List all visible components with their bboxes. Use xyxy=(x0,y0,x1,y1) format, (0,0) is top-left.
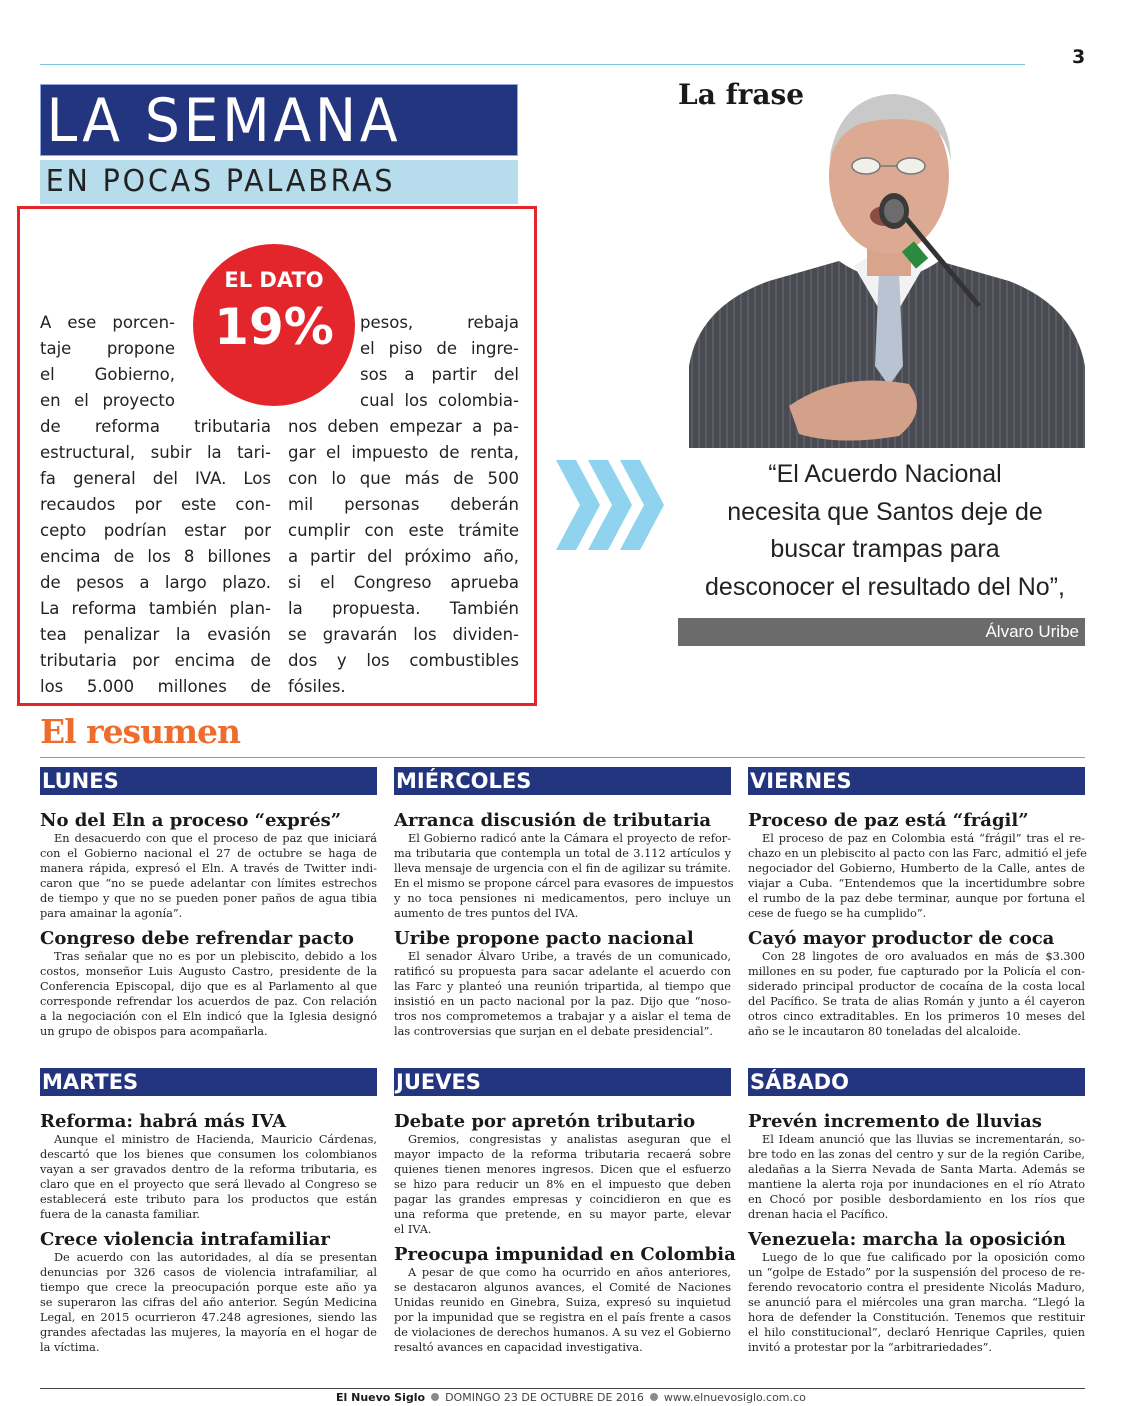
text-line: denuncias por 326 casos de violencia intrafamiliar, al xyxy=(40,1266,377,1279)
dato-value: 19% xyxy=(214,298,334,356)
story-headline: Preocupa impunidad en Colombia xyxy=(394,1244,736,1265)
text-line: en Chocó por posible desbordamiento en los ríos que xyxy=(748,1193,1085,1206)
text-line: se hizo para reducir un 8% en el impuesto que deben xyxy=(394,1178,731,1191)
story-body xyxy=(394,1265,731,1355)
text-line: Tras señalar que no es por un plebiscito, debido a los xyxy=(54,950,377,963)
resumen-rule xyxy=(40,757,1085,758)
story-headline: Arranca discusión de tributaria xyxy=(394,810,712,831)
text-line: las Farc y planteó una reunión tripartida, al tiempo que xyxy=(394,980,731,993)
text-line: chazo en un plebiscito al pacto con las Farc, admitió el jefe xyxy=(748,847,1087,860)
text-line: tea penalizar la evasión xyxy=(40,625,271,644)
day-header: VIERNES xyxy=(748,767,1085,795)
day-header: MARTES xyxy=(40,1068,377,1096)
text-line: cepto podrían estar por xyxy=(40,521,271,540)
text-line: las controversias que surjan en el debate presidencial”. xyxy=(394,1025,713,1038)
text-line: descartó que los bienes que consumen los colombianos xyxy=(40,1148,377,1161)
text-line: cumplir con este trámite xyxy=(288,521,519,540)
day-column xyxy=(748,767,1085,1039)
day-column xyxy=(40,767,377,1039)
text-line: Conferencia Episcopal, dijo que es al Parlamento al que xyxy=(40,980,377,993)
text-line: corresponde refrendar los acuerdos de paz. Con relación xyxy=(40,995,377,1008)
text-line: A ese porcen- xyxy=(40,313,175,332)
story-body xyxy=(748,831,1085,921)
text-line: insistió en un pacto nacional por la paz. Dijo que “noso- xyxy=(394,995,731,1008)
text-line: lleva mensaje de urgencia con el fin de agilizar su trámite. xyxy=(394,862,731,875)
text-line: fuera de la canasta familiar. xyxy=(40,1208,201,1221)
text-line: millones en su poder, fue capturado por la Policía el con- xyxy=(748,965,1085,978)
footer xyxy=(336,1391,806,1404)
text-line: Legal, en 2015 ocurrieron 47.248 agresiones, siendo las xyxy=(40,1311,377,1324)
day-header: MIÉRCOLES xyxy=(394,767,731,795)
day-column xyxy=(40,1068,377,1355)
text-line: drenan hacia el Pacífico. xyxy=(748,1208,889,1221)
text-line: del Pacífico. Se trata de alias Román y junto a él cayeron xyxy=(748,995,1085,1008)
dato-text-col1 xyxy=(40,414,271,700)
text-line: de reforma tributaria xyxy=(40,417,271,436)
story-headline: Cayó mayor productor de coca xyxy=(748,928,1055,949)
text-line: Aunque el ministro de Hacienda, Mauricio Cárdenas, xyxy=(54,1133,377,1146)
speaker-photo xyxy=(689,66,1085,448)
text-line: siderado principal productor de cocaína de la costa local xyxy=(748,980,1085,993)
text-line: con el Gobierno nacional el 27 de octubre se haga de xyxy=(40,847,377,860)
text-line: la víctima. xyxy=(40,1341,100,1354)
text-line: El Ideam anunció que las lluvias se incrementarán, so- xyxy=(762,1133,1085,1146)
quote-line: “El Acuerdo Nacional xyxy=(768,460,1002,488)
text-line: un “golpe de Estado” por la suspensión del proceso de re- xyxy=(748,1266,1085,1279)
text-line: A pesar de que como ha ocurrido en años anteriores, xyxy=(408,1266,731,1279)
day-header: LUNES xyxy=(40,767,377,795)
text-line: con lo que más de 500 xyxy=(288,469,519,488)
page-number: 3 xyxy=(1072,46,1086,68)
text-line: en el proyecto xyxy=(40,391,175,410)
footer-date: DOMINGO 23 DE OCTUBRE DE 2016 xyxy=(445,1391,644,1404)
text-line: se destacaron algunos avances, el Comité de Naciones xyxy=(394,1281,731,1294)
text-line: de violaciones de derechos humanos. A su vez el Gobierno xyxy=(394,1326,731,1339)
story-headline: No del Eln a proceso “exprés” xyxy=(40,810,342,831)
text-line: se superaron las cifras del año anterior. Según Medicina xyxy=(40,1296,377,1309)
text-line: mantiene la alerta roja por inundaciones en el río Atrato xyxy=(748,1178,1085,1191)
text-line: pesos, rebaja xyxy=(360,313,519,332)
dato-label: EL DATO xyxy=(224,268,324,292)
text-line: el piso de ingre- xyxy=(360,339,519,358)
text-line: ma tributaria que contempla un total de 3.112 artículos y xyxy=(394,847,731,860)
text-line: tros nos comprometemos a trabajar y a aislar el tema de xyxy=(394,1010,731,1023)
text-line: ferendo revocatorio contra el presidente Nicolás Maduro, xyxy=(748,1281,1085,1294)
text-line: Unidas reunido en Ginebra, Suiza, expresó su inquietud xyxy=(394,1296,731,1309)
text-line: otros cinco extraditables. En los primeros 10 meses del xyxy=(748,1010,1085,1023)
text-line: tiempo que crece la preocupación porque este año ya xyxy=(40,1281,377,1294)
text-line: pagar las grandes empresas y coincidieron en que es xyxy=(394,1193,731,1206)
section-title: LA SEMANA xyxy=(46,86,402,156)
text-line: fa general del IVA. Los xyxy=(40,469,271,488)
text-line: por la impunidad que se registra en el país frente a casos xyxy=(394,1311,731,1324)
story-headline: Prevén incremento de lluvias xyxy=(748,1111,1042,1132)
text-line: En desacuerdo con que el proceso de paz que iniciará xyxy=(54,832,377,845)
text-line: dos y los combustibles xyxy=(288,651,519,670)
story-headline: Reforma: habrá más IVA xyxy=(40,1111,287,1132)
story-body xyxy=(748,949,1085,1039)
text-line: nos deben empezar a pa- xyxy=(288,417,519,436)
day-column xyxy=(394,767,734,1039)
text-line: costos, monseñor Luis Augusto Castro, presidente de la xyxy=(40,965,377,978)
text-line: La reforma también plan- xyxy=(40,599,271,618)
text-line: a la negociación con el Eln indicó que la Iglesia designó xyxy=(40,1010,377,1023)
text-line: estructural, subir la tari- xyxy=(40,443,271,462)
text-line: se anunció para el miércoles una gran marcha. “Llegó la xyxy=(748,1296,1085,1309)
text-line: Gremios, congresistas y analistas aseguran que el xyxy=(408,1133,731,1146)
text-line: el rumbo de la paz debe terminar, aunque por fortuna el xyxy=(748,892,1085,905)
text-line: cual los colombia- xyxy=(360,391,519,410)
text-line: hora de defender la Constitución. Tenemos que restituir xyxy=(748,1311,1085,1324)
story-headline: Crece violencia intrafamiliar xyxy=(40,1229,330,1250)
text-line: mayor impacto de la reforma tributaria recaerá sobre xyxy=(394,1148,731,1161)
quote-line: buscar trampas para xyxy=(770,535,1000,563)
text-line: Con 28 lingotes de oro avaluados en más de $3.300 xyxy=(762,950,1085,963)
text-line: recaudos por este con- xyxy=(40,495,271,514)
day-header: JUEVES xyxy=(394,1068,731,1096)
text-line: sos a partir del xyxy=(360,365,519,384)
text-line: si el Congreso aprueba xyxy=(288,573,519,592)
story-body xyxy=(394,831,734,921)
story-headline: Venezuela: marcha la oposición xyxy=(748,1229,1066,1250)
text-line: tributaria por encima de xyxy=(40,651,271,670)
text-line: la propuesta. También xyxy=(288,599,519,618)
section-subtitle-banner xyxy=(40,160,518,204)
section-title-banner xyxy=(40,84,518,156)
day-column xyxy=(748,1068,1085,1355)
dato-text-col2 xyxy=(288,414,519,700)
story-body xyxy=(40,1250,377,1355)
dato-badge xyxy=(193,244,355,406)
day-column xyxy=(394,1068,736,1355)
text-line: gar el impuesto de renta, xyxy=(288,443,519,462)
quote-line: desconocer el resultado del No”, xyxy=(705,572,1065,601)
text-line: El Gobierno radicó ante la Cámara el proyecto de refor- xyxy=(408,832,731,845)
footer-brand: El Nuevo Siglo xyxy=(336,1391,426,1404)
text-line: negociador del Gobierno, Humberto de la Calle, antes de xyxy=(748,862,1085,875)
text-line: una reforma que pretende, en su mayor parte, elevar xyxy=(394,1208,731,1221)
text-line: mil personas deberán xyxy=(288,495,519,514)
quote-author: Álvaro Uribe xyxy=(985,622,1079,641)
text-line: caron que “no se puede adelantar con límites estrechos xyxy=(40,877,377,890)
text-line: y no toca pensiones ni medicamentos, pero incluye un xyxy=(394,892,731,905)
bullet-icon xyxy=(650,1393,658,1401)
text-line: De acuerdo con las autoridades, al día se presentan xyxy=(54,1251,377,1264)
dato-text-col2-wrap xyxy=(360,310,519,414)
frase-title: La frase xyxy=(678,78,805,111)
story-headline: Uribe propone pacto nacional xyxy=(394,928,694,949)
text-line: de pesos a largo plazo. xyxy=(40,573,271,592)
bullet-icon xyxy=(431,1393,439,1401)
text-line: El senador Álvaro Uribe, a través de un comunicado, xyxy=(408,950,731,963)
text-line: vayan a ser gravados dentro de la reforma tributaria, es xyxy=(40,1163,377,1176)
footer-rule xyxy=(40,1388,1085,1389)
text-line: aumento de tres puntos del IVA. xyxy=(394,907,579,920)
day-header: SÁBADO xyxy=(748,1068,1085,1096)
text-line: taje propone xyxy=(40,339,175,358)
text-line: El proceso de paz en Colombia está “frágil” tras el re- xyxy=(762,832,1085,845)
dato-text-col1-wrap xyxy=(40,310,175,414)
text-line: manera rápida, expresó el Eln. A través de Twitter indi- xyxy=(40,862,377,875)
story-body xyxy=(40,1132,377,1222)
text-line: quienes tienen menores ingresos. Dicen que el esfuerzo xyxy=(394,1163,731,1176)
text-line: encima de los 8 billones xyxy=(40,547,271,566)
text-line: año se le incautaron 80 toneladas del alcaloide. xyxy=(748,1025,1021,1038)
story-body xyxy=(40,949,377,1039)
chevrons-icon xyxy=(556,460,666,550)
text-line: claro que en el proyecto que será llevado al Congreso se xyxy=(40,1178,377,1191)
text-line: En el mismo se propone cárcel para evasores de impuestos xyxy=(394,877,734,890)
story-body xyxy=(394,1132,731,1237)
text-line: el IVA. xyxy=(394,1223,432,1236)
story-body xyxy=(748,1250,1085,1355)
text-line: viajar a Cuba. “Entendemos que la incertidumbre sobre xyxy=(748,877,1085,890)
text-line: los 5.000 millones de xyxy=(40,677,271,696)
text-line: resaltó avances en capacidad investigativa. xyxy=(394,1341,643,1354)
footer-website: www.elnuevosiglo.com.co xyxy=(663,1391,806,1404)
text-line: de tiempo y que no se pueden poner paños de agua tibia xyxy=(40,892,377,905)
story-body xyxy=(394,949,731,1039)
text-line: establecerá este tributo para los productos que están xyxy=(40,1193,377,1206)
text-line: ratificó su propuesta para sacar adelante el acuerdo con xyxy=(394,965,731,978)
top-rule xyxy=(40,64,1025,65)
text-line: el Gobierno, xyxy=(40,365,175,384)
text-line: cese de fuego se ha cumplido”. xyxy=(748,907,927,920)
text-line: fósiles. xyxy=(288,677,346,696)
text-line: el hilo constitucional”, declaró Henrique Capriles, quien xyxy=(748,1326,1085,1339)
text-line: grandes afectadas las mujeres, la mayoría en el hogar de xyxy=(40,1326,377,1339)
text-line: Luego de lo que fue calificado por la oposición como xyxy=(762,1251,1085,1264)
quote-line: necesita que Santos deje de xyxy=(727,497,1043,526)
quote-attribution-bar xyxy=(678,618,1085,646)
story-body xyxy=(40,831,377,921)
text-line: invitó a protestar por la “arbitrariedades”. xyxy=(748,1341,993,1354)
frase-quote xyxy=(675,456,1095,606)
text-line: para amainar la agonía”. xyxy=(40,907,183,920)
text-line: un grupo de obispos para acompañarla. xyxy=(40,1025,268,1038)
text-line: se gravarán los dividen- xyxy=(288,625,519,644)
story-headline: Proceso de paz está “frágil” xyxy=(748,810,1029,831)
section-subtitle: EN POCAS PALABRAS xyxy=(45,164,396,199)
text-line: bre todo en las zonas del centro y sur de la región Caribe, xyxy=(748,1148,1085,1161)
story-body xyxy=(748,1132,1085,1222)
resumen-title: El resumen xyxy=(40,712,241,751)
text-line: aledañas a la Sierra Nevada de Santa Marta. Además se xyxy=(748,1163,1085,1176)
text-line: a partir del próximo año, xyxy=(288,547,519,566)
story-headline: Debate por apretón tributario xyxy=(394,1111,696,1132)
story-headline: Congreso debe refrendar pacto xyxy=(40,928,354,949)
